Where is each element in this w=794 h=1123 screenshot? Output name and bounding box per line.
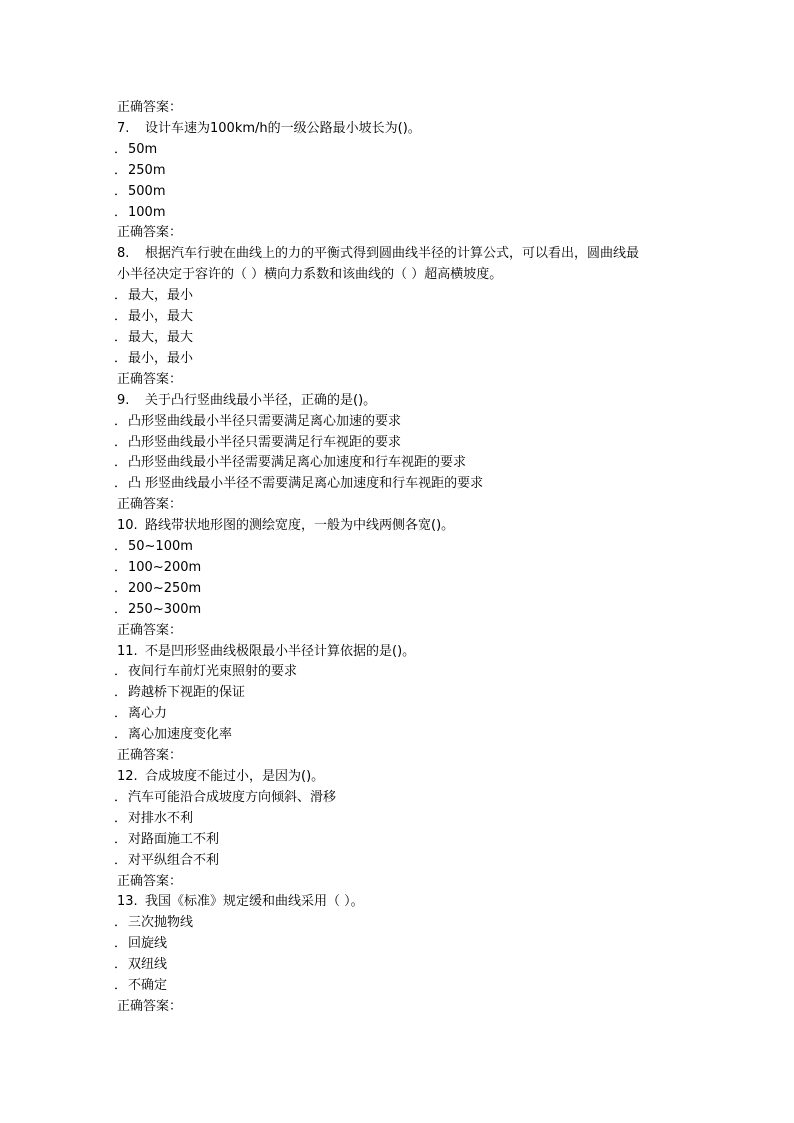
question-stem (117, 391, 697, 412)
answer-label: 正确答案： (117, 622, 183, 638)
option-item: ． 对路面施工不利 (117, 830, 697, 851)
question-text: 不是凹形竖曲线极限最小半径计算依据的是()。 (145, 643, 416, 659)
option-item: ． 50~100m (117, 537, 697, 558)
answer-label: 正确答案： (117, 100, 183, 115)
question-block (117, 119, 697, 244)
question-text: 设计车速为100km/h的一级公路最小坡长为()。 (145, 120, 421, 136)
question-block (117, 767, 697, 892)
question-number: 8. (117, 246, 130, 262)
option-item: ． 100~200m (117, 558, 697, 579)
question-number: 12. (117, 769, 138, 784)
option-item: ． 凸 形竖曲线最小半径不需要满足离心加速度和行车视距的要求 (117, 474, 697, 495)
question-block (117, 642, 697, 767)
option-item: ． 离心加速度变化率 (117, 725, 697, 746)
question-block (117, 892, 697, 1017)
option-item: ． 对排水不利 (117, 809, 697, 830)
option-item: ． 三次抛物线 (117, 913, 697, 934)
option-item: ． 凸形竖曲线最小半径只需要满足行车视距的要求 (117, 433, 697, 454)
option-item: ． 夜间行车前灯光束照射的要求 (117, 662, 697, 683)
answer-label: 正确答案： (117, 225, 183, 241)
question-block (117, 391, 697, 516)
question-stem (117, 516, 697, 537)
question-text: 我国《标准》规定缓和曲线采用（ ）。 (145, 894, 364, 910)
question-text: 路线带状地形图的测绘宽度，一般为中线两侧各宽()。 (145, 518, 455, 534)
option-item: ． 最小，最小 (117, 349, 697, 370)
option-item: ． 不确定 (117, 976, 697, 997)
answer-label: 正确答案： (117, 497, 183, 513)
question-number: 10. (117, 518, 138, 534)
option-item: ． 500m (117, 182, 697, 203)
question-block (117, 516, 697, 641)
question-text-continued: 小半径决定于容许的（ ）横向力系数和该曲线的（ ）超高横坡度。 (117, 267, 503, 283)
question-stem (117, 642, 697, 663)
option-item: ． 250~300m (117, 600, 697, 621)
option-item: ． 离心力 (117, 704, 697, 725)
question-number: 13. (117, 894, 138, 910)
question-number: 9. (117, 392, 130, 408)
option-item: ． 最大，最大 (117, 328, 697, 349)
option-item: ． 250m (117, 161, 697, 182)
answer-label: 正确答案： (117, 748, 183, 764)
document-page (117, 98, 697, 1018)
question-stem (117, 119, 697, 140)
option-item: ． 200~250m (117, 579, 697, 600)
option-item: ． 双纽线 (117, 955, 697, 976)
option-item: ． 100m (117, 203, 697, 224)
option-item: ． 最大，最小 (117, 286, 697, 307)
answer-label: 正确答案： (117, 371, 183, 387)
question-number: 7. (117, 120, 130, 136)
option-item: ． 对平纵组合不利 (117, 851, 697, 872)
question-stem (117, 244, 697, 265)
option-item: ． 凸形竖曲线最小半径只需要满足离心加速的要求 (117, 412, 697, 433)
question-text: 合成坡度不能过小，是因为()。 (145, 769, 325, 784)
option-item: ． 汽车可能沿合成坡度方向倾斜、滑移 (117, 788, 697, 809)
option-item: ． 凸形竖曲线最小半径需要满足离心加速度和行车视距的要求 (117, 453, 697, 474)
question-stem (117, 767, 697, 788)
option-item: ． 50m (117, 140, 697, 161)
question-text: 关于凸行竖曲线最小半径，正确的是()。 (145, 392, 377, 408)
question-stem (117, 892, 697, 913)
question-number: 11. (117, 643, 138, 659)
option-item: ． 回旋线 (117, 934, 697, 955)
answer-label: 正确答案： (117, 998, 183, 1014)
question-text: 根据汽车行驶在曲线上的力的平衡式得到圆曲线半径的计算公式，可以看出，圆曲线最 (145, 246, 640, 262)
option-item: ． 最小，最大 (117, 307, 697, 328)
answer-label: 正确答案： (117, 873, 183, 889)
option-item: ． 跨越桥下视距的保证 (117, 683, 697, 704)
question-block (117, 244, 697, 390)
